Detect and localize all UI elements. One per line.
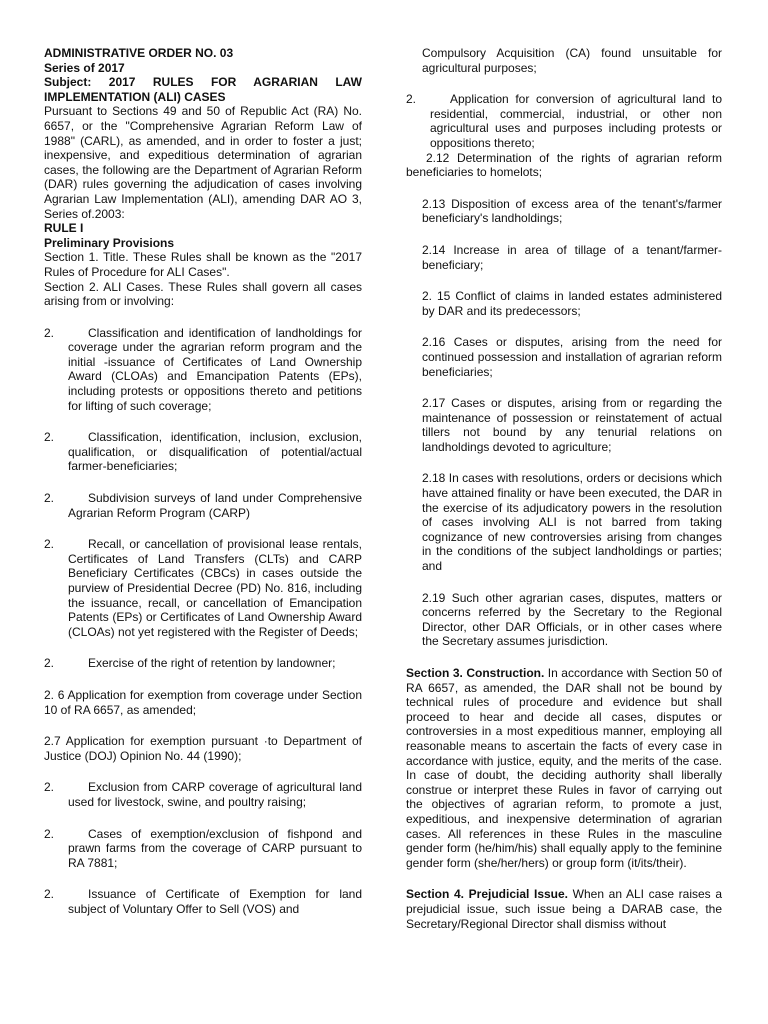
section-1: Section 1. Title. These Rules shall be known as the "2017 Rules of Procedure for ALI Cases". — [44, 250, 362, 279]
list-item: 2. Cases of exemption/exclusion of fishpond and prawn farms from the coverage of CARP pursuant to RA 7881; — [44, 826, 362, 870]
order-subject: Subject: 2017 RULES FOR AGRARIAN LAW IMPLEMENTATION (ALI) CASES — [44, 75, 362, 104]
list-item: 2. Classification and identification of landholdings for coverage under the agrarian reform program and the initial -issuance of Certificates of Land Ownership Award (CLOAs) and Emancipation Patents (EPs), including protests or oppositions thereto and petitions for lifting of such coverage; — [44, 325, 362, 413]
list-item: 2. Subdivision surveys of land under Comprehensive Agrarian Reform Program (CARP) — [44, 491, 362, 520]
list-item: 2. Exercise of the right of retention by landowner; — [44, 656, 336, 671]
list-item-2-14: 2.14 Increase in area of tillage of a tenant/farmer-beneficiary; — [422, 242, 722, 272]
rule-heading: RULE I — [44, 221, 84, 236]
list-item-2-6: 2. 6 Application for exemption from coverage under Section 10 of RA 6657, as amended; — [44, 687, 362, 717]
list-item-2-18: 2.18 In cases with resolutions, orders or decisions which have attained finality or have been executed, the DAR in the exercise of its adjudicatory powers in the resolution of cases involving ALI is not barred from taking cognizance of new controversies arising from changes in the conditions of the subject landholdings or parties; and — [422, 471, 722, 574]
list-item-continued: Compulsory Acquisition (CA) found unsuitable for agricultural purposes; — [422, 46, 722, 75]
left-column — [44, 46, 362, 917]
list-item-2-16: 2.16 Cases or disputes, arising from the need for continued possession and installation of agrarian reform beneficiaries; — [422, 335, 722, 379]
list-item-2-17: 2.17 Cases or disputes, arising from or regarding the maintenance of possession or reinstatement of actual tillers not bound by any tenurial relations on landholdings devoted to agriculture; — [422, 396, 722, 454]
section-2: Section 2. ALI Cases. These Rules shall govern all cases arising from or involving: — [44, 279, 362, 309]
list-item-2-15: 2. 15 Conflict of claims in landed estates administered by DAR and its predecessors; — [422, 289, 722, 318]
list-item-2-19: 2.19 Such other agrarian cases, disputes, matters or concerns referred by the Secretary to the Regional Director, other DAR Officials, or in other cases where the Secretary assumes jurisdiction. — [422, 590, 722, 649]
list-item-2-7: 2.7 Application for exemption pursuant ·to Department of Justice (DOJ) Opinion No. 44 (1990); — [44, 734, 362, 763]
section-3: Section 3. Construction. In accordance with Section 50 of RA 6657, as amended, the DAR shall not be bound by technical rules of procedure and evidence but shall proceed to hear and decide all cases, disputes or controversies in a most expeditious manner, employing all reasonable means to ascertain the facts of every case in accordance with justice, equity, and the merits of the case. In case of doubt, the deciding authority shall liberally construe or interpret these Rules in favor of carrying out the objectives of agrarian reform, to promote a just, expeditious, and inexpensive determination of agrarian cases. All references in these Rules in the masculine gender form (he/him/his) shall equally apply to the feminine gender form (she/her/hers) or group form (it/its/their). — [406, 666, 722, 870]
order-series: Series of 2017 — [44, 60, 125, 75]
order-title: ADMINISTRATIVE ORDER NO. 03 — [44, 46, 234, 60]
right-column — [406, 46, 722, 931]
section-4: Section 4. Prejudicial Issue. When an ALI case raises a prejudicial issue, such issue being a DARAB case, the Secretary/Regional Director shall dismiss without — [406, 887, 722, 931]
list-item-2-12: 2.12 Determination of the rights of agrarian reform beneficiaries to homelots; — [406, 150, 722, 180]
list-item: 2. Exclusion from CARP coverage of agricultural land used for livestock, swine, and poultry raising; — [44, 780, 362, 809]
list-item: 2. Recall, or cancellation of provisional lease rentals, Certificates of Land Transfers (CLTs) and CARP Beneficiary Certificates (CBCs) in cases outside the purview of Presidential Decree (PD) No. 816, including the issuance, recall, or cancellation of Emancipation Patents (EPs) or Certificates of Land Ownership Award (CLOAs) not yet registered with the Register of Deeds; — [44, 537, 362, 639]
list-item: 2. Issuance of Certificate of Exemption for land subject of Voluntary Offer to Sell (VOS) and — [44, 887, 362, 916]
list-item: 2. Classification, identification, inclusion, exclusion, qualification, or disqualification of potential/actual farmer-beneficiaries; — [44, 430, 362, 474]
list-item-conversion: 2. Application for conversion of agricultural land to residential, commercial, industrial, or other non agricultural uses and purposes including protests or oppositions thereto; — [406, 92, 722, 150]
list-item-2-13: 2.13 Disposition of excess area of the tenant's/farmer beneficiary's landholdings; — [422, 196, 722, 226]
rule-title: Preliminary Provisions — [44, 235, 175, 250]
preamble: Pursuant to Sections 49 and 50 of Republic Act (RA) No. 6657, or the "Comprehensive Agrarian Reform Law of 1988" (CARL), as amended, and in order to foster a just; inexpensive, and expeditious determination of agrarian cases, the following are the Department of Agrarian Reform (DAR) rules governing the adjudication of cases involving Agrarian Law Implementation (ALI), amending DAR AO 3, Series of.2003: — [44, 104, 362, 221]
